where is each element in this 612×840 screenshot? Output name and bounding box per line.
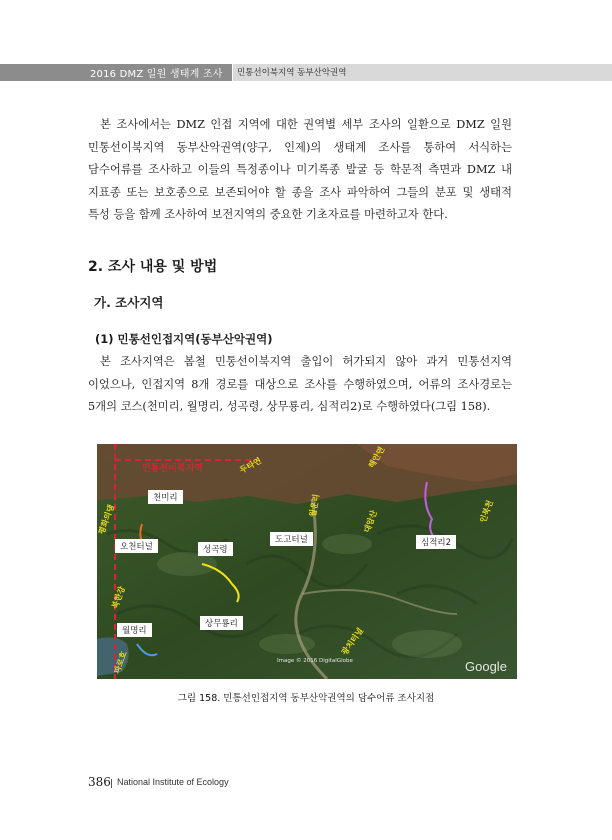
paragraph-line: 본 조사지역은 봄철 민통선이북지역 출입이 허가되지 않아 과거 민통선지역 [100, 355, 512, 368]
subsection-heading: 가. 조사지역 [94, 295, 164, 310]
site-label-simjeok: 심적리2 [416, 535, 456, 549]
footer-institute: National Institute of Ecology [117, 777, 229, 787]
place-label-paro: 파로호 [112, 650, 129, 675]
site-label-dogo: 도고터널 [270, 532, 313, 546]
paragraph-line: 담수어류를 조사하고 이들의 특정종이나 미기록종 발굴 등 학문적 측면과 DMZ 내 [88, 163, 512, 176]
header-region-title: 민통선이북지역 동부산악권역 [237, 68, 347, 78]
footer-divider [111, 779, 112, 788]
paragraph-line: 특성 등을 함께 조사하여 보전지역의 중요한 기초자료를 마련하고자 한다. [88, 208, 448, 221]
paragraph-line: 지표종 또는 보호종으로 보존되어야 할 종을 조사 파악하여 그들의 분포 및 생태적 [88, 185, 512, 199]
site-label-cheonmi: 천미리 [148, 490, 183, 504]
place-label-daeam: 대암산 [362, 509, 379, 534]
figure-caption: 그림 158. 민통선인접지역 동부산악권역의 담수어류 조사지점 [177, 693, 435, 704]
place-label-gwangchi: 광치터널 [339, 626, 366, 657]
place-label-pyeonghwa: 평화의댐 [97, 503, 116, 536]
header-region-band [233, 64, 612, 81]
page-number: 386 [88, 775, 111, 789]
survey-site-map [97, 444, 517, 679]
paragraph-line: 민통선이북지역 동부산악권역(양구, 인제)의 생태계 조사를 통하여 서식하는 [88, 140, 512, 154]
header-report-title: 2016 DMZ 일원 생태계 조사 [90, 69, 223, 80]
google-watermark: Google [465, 659, 507, 674]
subsubsection-heading: (1) 민통선인접지역(동부산악권역) [95, 332, 273, 346]
site-label-seonggok: 성곡령 [198, 542, 233, 556]
satellite-map-image [97, 444, 517, 679]
place-label-inbuk: 인북천 [478, 499, 495, 524]
paragraph-line: 5개의 코스(천미리, 월명리, 성곡령, 상무룡리, 심적리2)로 수행하였다(그림 158). [88, 400, 491, 413]
place-label-duta: 두타연 [238, 456, 263, 475]
intro-paragraph [88, 114, 512, 227]
body-paragraph [88, 351, 512, 419]
site-label-sangmu: 상무룡리 [200, 616, 243, 630]
paragraph-line: 이었으나, 인접지역 8개 경로를 대상으로 조사를 수행하였으며, 어류의 조사경로는 [88, 377, 512, 391]
site-label-ocheon: 오천터널 [115, 539, 158, 553]
place-label-haean: 해안면 [366, 445, 387, 470]
place-label-woluri: 월운리 [308, 493, 322, 518]
running-header [0, 64, 612, 81]
boundary-label: 민통선이북지역 [142, 464, 203, 474]
place-label-bukhan: 북한강 [110, 585, 127, 610]
section-heading: 2. 조사 내용 및 방법 [88, 259, 218, 275]
site-label-wolmyeong: 월명리 [117, 623, 152, 637]
paragraph-line: 본 조사에서는 DMZ 인접 지역에 대한 권역별 세부 조사의 일환으로 DMZ 일원 [100, 118, 512, 131]
imagery-attribution: Image © 2016 DigitalGlobe [277, 658, 353, 664]
header-report-title-band [0, 64, 232, 81]
